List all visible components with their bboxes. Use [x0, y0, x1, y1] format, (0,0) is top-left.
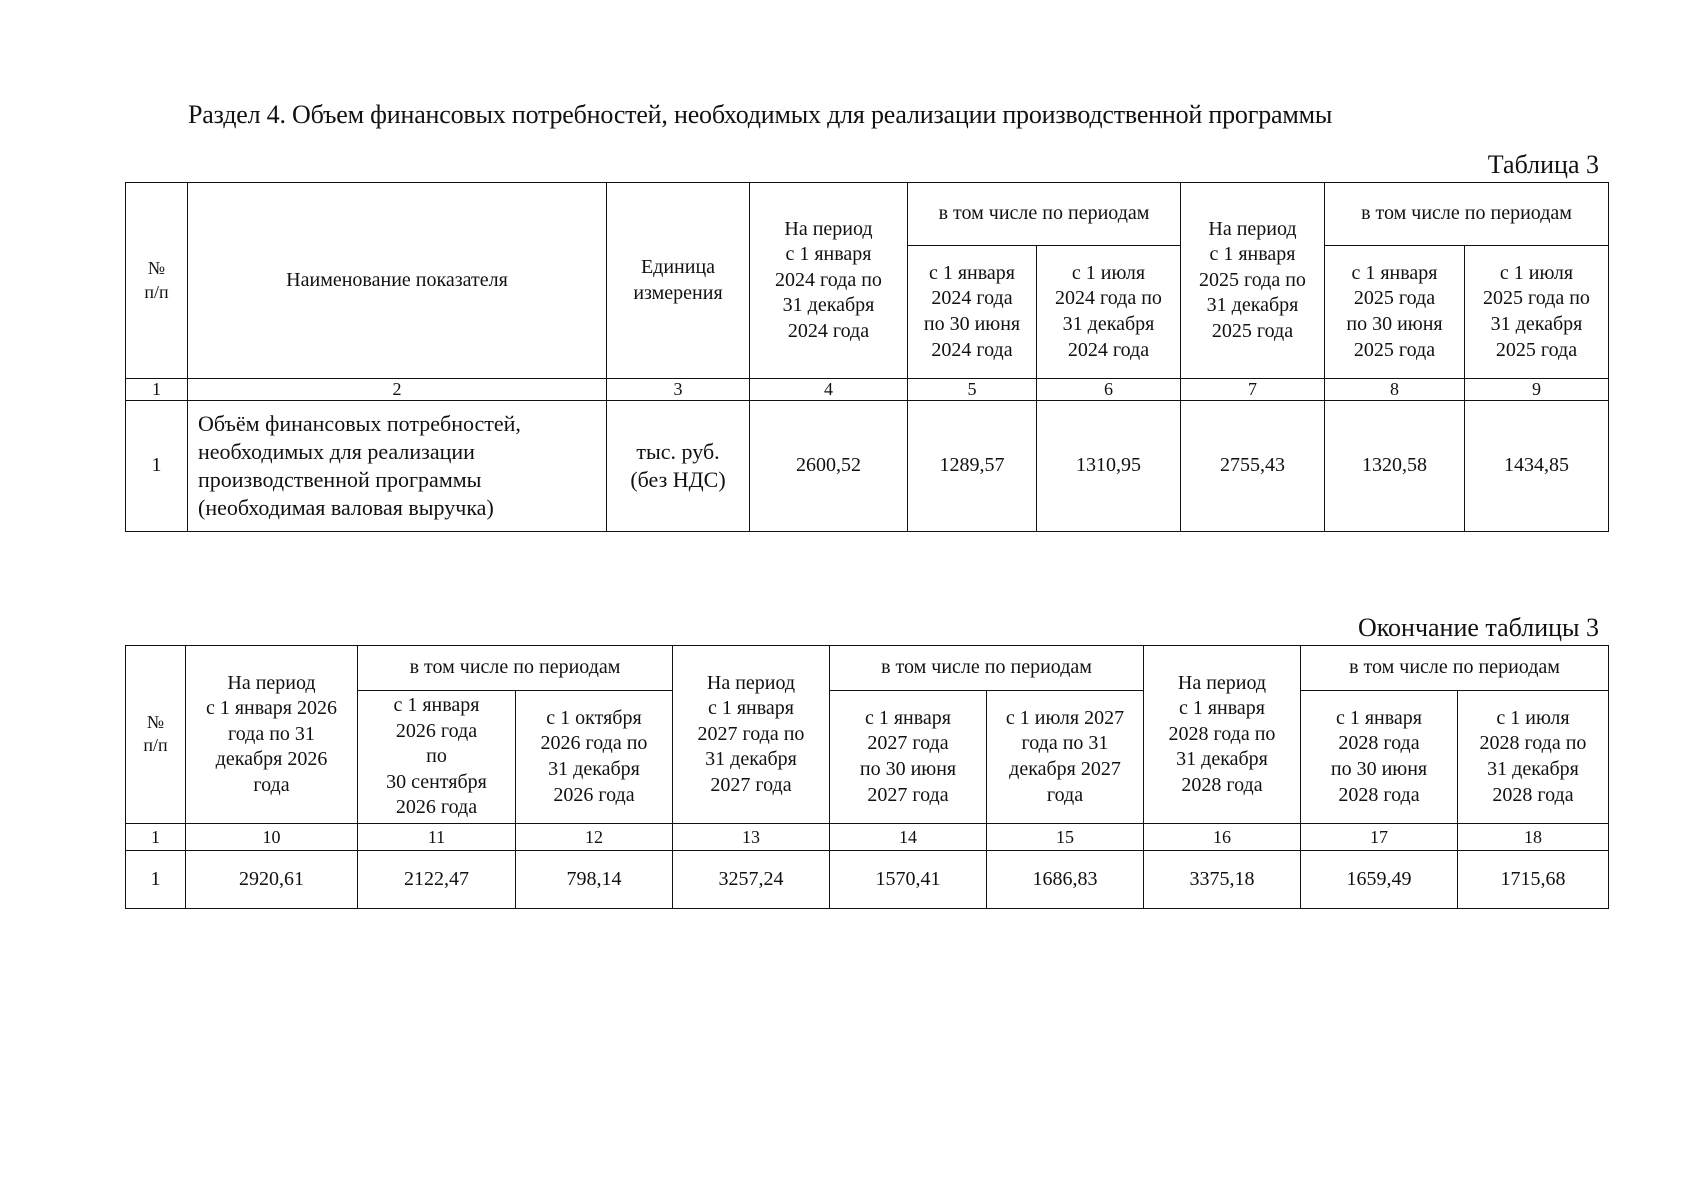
- header-period-2025-h1: с 1 января 2025 года по 30 июня 2025 года: [1325, 246, 1465, 379]
- value-cell: 2600,52: [750, 401, 908, 532]
- column-number: 10: [186, 823, 358, 850]
- header-period-2024-h2: с 1 июля 2024 года по 31 декабря 2024 года: [1037, 246, 1181, 379]
- column-number-row: [126, 379, 1609, 401]
- value-cell: 798,14: [516, 850, 673, 908]
- header-period-2025-h2: с 1 июля 2025 года по 31 декабря 2025 года: [1465, 246, 1609, 379]
- column-number: 9: [1465, 379, 1609, 401]
- row-number: 1: [126, 401, 188, 532]
- header-including-periods: в том числе по периодам: [908, 183, 1181, 246]
- column-number: 3: [607, 379, 750, 401]
- value-cell: 1570,41: [830, 850, 987, 908]
- value-cell: 1686,83: [987, 850, 1144, 908]
- table-row: [126, 850, 1609, 908]
- header-num: № п/п: [126, 183, 188, 379]
- financial-needs-table-continuation: [125, 645, 1609, 909]
- column-number: 1: [126, 379, 188, 401]
- value-cell: 1715,68: [1458, 850, 1609, 908]
- value-cell: 1310,95: [1037, 401, 1181, 532]
- column-number: 7: [1181, 379, 1325, 401]
- table-continuation-caption: Окончание таблицы 3: [1357, 613, 1599, 642]
- header-including-periods: в том числе по периодам: [1301, 646, 1609, 691]
- section-title: Раздел 4. Объем финансовых потребностей, необходимых для реализации производственной программы: [188, 100, 1333, 129]
- indicator-name: Объём финансовых потребностей, необходимых для реализации производственной программы (необходимая валовая выручка): [188, 401, 607, 532]
- column-number: 14: [830, 823, 987, 850]
- value-cell: 1289,57: [908, 401, 1037, 532]
- header-period-2025: На период с 1 января 2025 года по 31 декабря 2025 года: [1181, 183, 1325, 379]
- header-num: № п/п: [126, 646, 186, 824]
- header-unit: Единица измерения: [607, 183, 750, 379]
- column-number: 4: [750, 379, 908, 401]
- column-number: 5: [908, 379, 1037, 401]
- header-period-2027: На период с 1 января 2027 года по 31 декабря 2027 года: [673, 646, 830, 824]
- header-indicator-name: Наименование показателя: [188, 183, 607, 379]
- header-including-periods: в том числе по периодам: [358, 646, 673, 691]
- value-cell: 1659,49: [1301, 850, 1458, 908]
- table-caption: Таблица 3: [1487, 150, 1599, 179]
- column-number: 1: [126, 823, 186, 850]
- header-period-2028-h1: с 1 января 2028 года по 30 июня 2028 года: [1301, 691, 1458, 824]
- header-period-2026-b: с 1 октября 2026 года по 31 декабря 2026 года: [516, 691, 673, 824]
- column-number: 13: [673, 823, 830, 850]
- column-number: 6: [1037, 379, 1181, 401]
- header-period-2028: На период с 1 января 2028 года по 31 декабря 2028 года: [1144, 646, 1301, 824]
- value-cell: 2755,43: [1181, 401, 1325, 532]
- row-number: 1: [126, 850, 186, 908]
- value-cell: 2122,47: [358, 850, 516, 908]
- column-number: 15: [987, 823, 1144, 850]
- header-period-2027-h2: с 1 июля 2027 года по 31 декабря 2027 года: [987, 691, 1144, 824]
- header-period-2024: На период с 1 января 2024 года по 31 декабря 2024 года: [750, 183, 908, 379]
- column-number: 11: [358, 823, 516, 850]
- header-including-periods: в том числе по периодам: [1325, 183, 1609, 246]
- header-period-2026: На период с 1 января 2026 года по 31 декабря 2026 года: [186, 646, 358, 824]
- column-number: 17: [1301, 823, 1458, 850]
- column-number: 12: [516, 823, 673, 850]
- table-row: [126, 401, 1609, 532]
- column-number: 8: [1325, 379, 1465, 401]
- header-period-2026-a: с 1 января 2026 года по 30 сентября 2026 года: [358, 691, 516, 824]
- header-row: [126, 183, 1609, 246]
- header-period-2024-h1: с 1 января 2024 года по 30 июня 2024 года: [908, 246, 1037, 379]
- header-including-periods: в том числе по периодам: [830, 646, 1144, 691]
- value-cell: 3257,24: [673, 850, 830, 908]
- value-cell: 3375,18: [1144, 850, 1301, 908]
- value-cell: 2920,61: [186, 850, 358, 908]
- header-period-2028-h2: с 1 июля 2028 года по 31 декабря 2028 года: [1458, 691, 1609, 824]
- column-number: 16: [1144, 823, 1301, 850]
- unit-cell: тыс. руб. (без НДС): [607, 401, 750, 532]
- header-period-2027-h1: с 1 января 2027 года по 30 июня 2027 года: [830, 691, 987, 824]
- column-number: 18: [1458, 823, 1609, 850]
- column-number-row: [126, 823, 1609, 850]
- financial-needs-table: [125, 182, 1609, 532]
- value-cell: 1320,58: [1325, 401, 1465, 532]
- value-cell: 1434,85: [1465, 401, 1609, 532]
- header-row: [126, 646, 1609, 691]
- column-number: 2: [188, 379, 607, 401]
